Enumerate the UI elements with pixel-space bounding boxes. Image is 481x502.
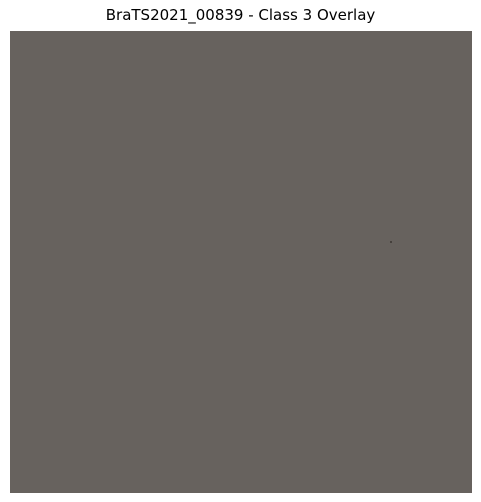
- figure-title: BraTS2021_00839 - Class 3 Overlay: [105, 6, 376, 24]
- overlay-image: [10, 31, 472, 493]
- overlay-marker-dot: [390, 241, 392, 243]
